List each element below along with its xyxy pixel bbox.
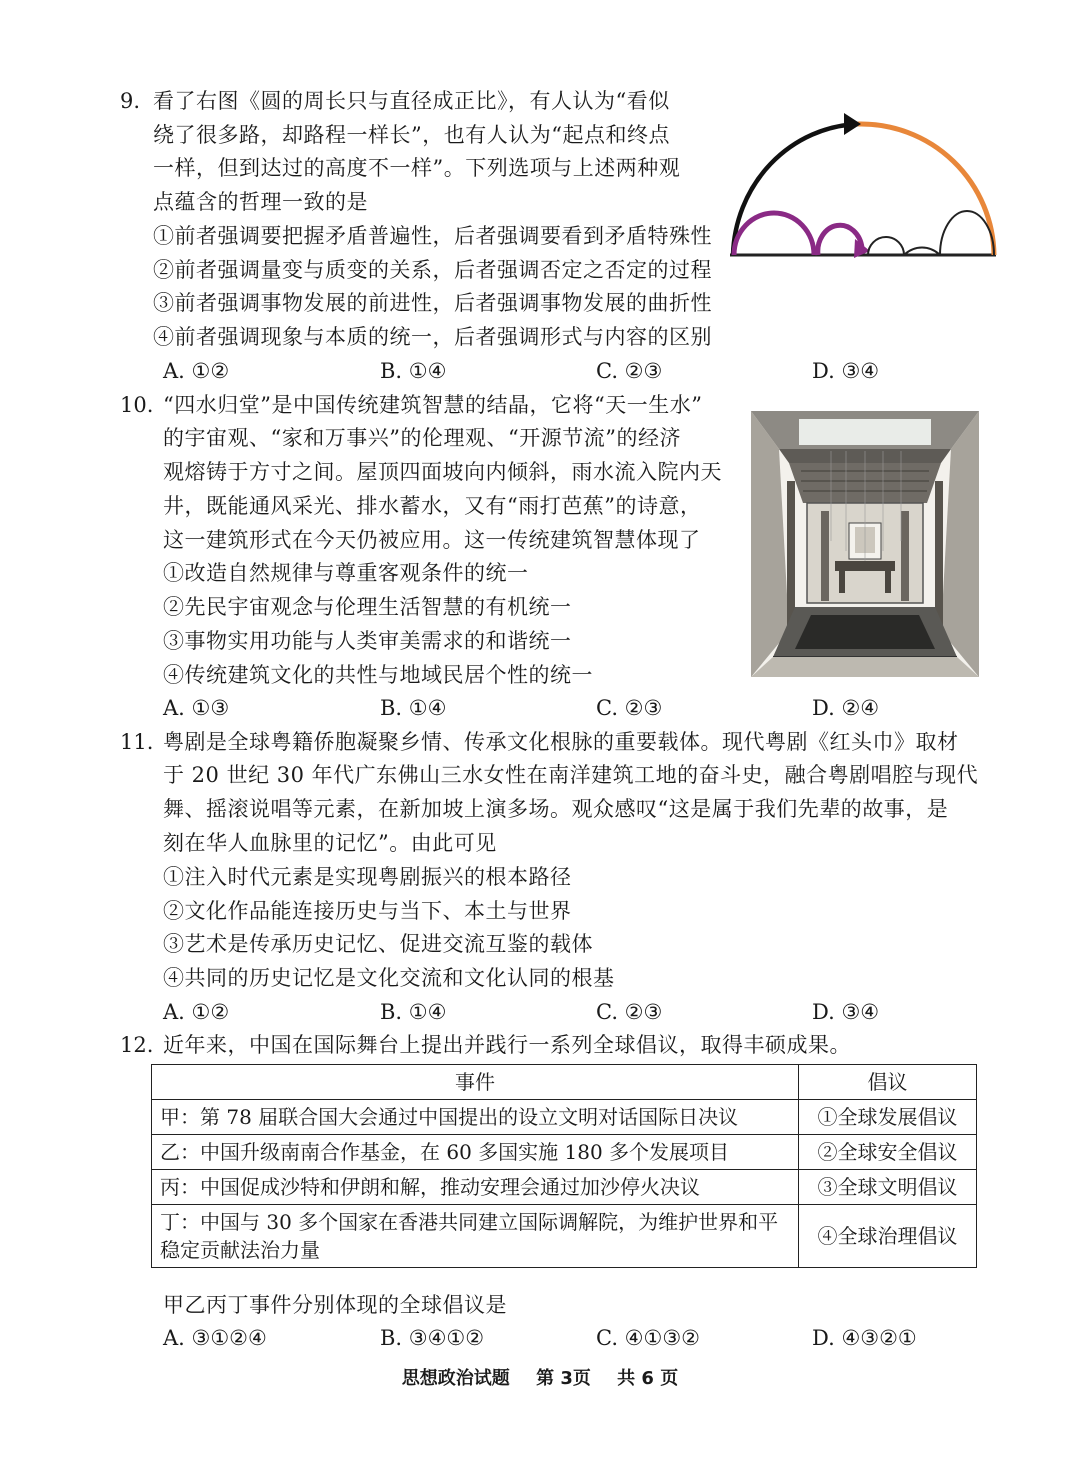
table-row <box>152 1170 977 1205</box>
q12-option-b: B. ③④①② <box>380 1326 485 1350</box>
large-arc-orange <box>858 124 994 255</box>
footer-page-number: 第 3页 <box>536 1368 591 1389</box>
q10-stem-line-2: 的宇宙观、“家和万事兴”的伦理观、“开源节流”的经济 <box>163 426 681 450</box>
q10-item-2: ②先民宇宙观念与伦理生活智慧的有机统一 <box>163 595 572 619</box>
q9-number: 9. <box>120 89 141 113</box>
q9-stem-line-4: 点蕴含的哲理一致的是 <box>153 190 368 214</box>
q10-item-1: ①改造自然规律与尊重客观条件的统一 <box>163 561 529 585</box>
q12-events-table <box>151 1064 977 1268</box>
table-header-event: 事件 <box>152 1065 799 1100</box>
q10-stem-line-1: “四水归堂”是中国传统建筑智慧的结晶，它将“天一生水” <box>163 393 703 417</box>
q12-stem-line: 近年来，中国在国际舞台上提出并践行一系列全球倡议，取得丰硕成果。 <box>163 1033 851 1057</box>
small-arc-black-1 <box>868 237 904 255</box>
q11-option-a: A. ①② <box>163 1000 230 1024</box>
q11-item-2: ②文化作品能连接历史与当下、本土与世界 <box>163 899 572 923</box>
q9-option-c: C. ②③ <box>596 359 663 383</box>
q9-option-b: B. ①④ <box>380 359 447 383</box>
small-arc-purple-1 <box>734 213 814 255</box>
table-row <box>152 1100 977 1135</box>
table-row <box>152 1205 977 1268</box>
arc-arrowhead-large <box>844 113 861 135</box>
table-cell-event: 乙：中国升级南南合作基金，在 60 多国实施 180 多个发展项目 <box>152 1135 799 1170</box>
q11-option-c: C. ②③ <box>596 1000 663 1024</box>
q9-stem-line-2: 绕了很多路，却路程一样长”，也有人认为“起点和终点 <box>153 123 670 147</box>
q10-option-a: A. ①③ <box>163 696 230 720</box>
table-row <box>152 1135 977 1170</box>
q10-stem-line-5: 这一建筑形式在今天仍被应用。这一传统建筑智慧体现了 <box>163 528 701 552</box>
q9-item-1: ①前者强调要把握矛盾普遍性，后者强调要看到矛盾特殊性 <box>153 224 712 248</box>
large-arc-black <box>733 124 858 255</box>
q12-option-c: C. ④①③② <box>596 1326 700 1350</box>
table-cell-event: 丙：中国促成沙特和伊朗和解，推动安理会通过加沙停火决议 <box>152 1170 799 1205</box>
q9-option-d: D. ③④ <box>812 359 880 383</box>
table-cell-initiative: ①全球发展倡议 <box>799 1100 977 1135</box>
q10-stem-line-4: 井，既能通风采光、排水蓄水，又有“雨打芭蕉”的诗意， <box>163 494 702 518</box>
q11-stem-line-2: 于 20 世纪 30 年代广东佛山三水女性在南洋建筑工地的奋斗史，融合粤剧唱腔与现代 <box>163 763 979 787</box>
q9-item-3: ③前者强调事物发展的前进性，后者强调事物发展的曲折性 <box>153 291 712 315</box>
table-cell-initiative: ④全球治理倡议 <box>799 1205 977 1268</box>
q10-number: 10. <box>120 393 154 417</box>
q11-item-4: ④共同的历史记忆是文化交流和文化认同的根基 <box>163 966 615 990</box>
q11-stem-line-1: 粤剧是全球粤籍侨胞凝聚乡情、传承文化根脉的重要载体。现代粤剧《红头巾》取材 <box>163 730 959 754</box>
q11-stem-line-3: 舞、摇滚说唱等元素，在新加坡上演多场。观众感叹“这是属于我们先辈的故事，是 <box>163 797 949 821</box>
q10-option-b: B. ①④ <box>380 696 447 720</box>
q9-stem-line-1: 看了右图《圆的周长只与直径成正比》，有人认为“看似 <box>153 89 670 113</box>
table-cell-event: 甲：第 78 届联合国大会通过中国提出的设立文明对话国际日决议 <box>152 1100 799 1135</box>
q11-stem-line-4: 刻在华人血脉里的记忆”。由此可见 <box>163 831 497 855</box>
q11-option-b: B. ①④ <box>380 1000 447 1024</box>
table-header-row <box>152 1065 977 1100</box>
q10-option-d: D. ②④ <box>812 696 880 720</box>
q9-item-2: ②前者强调量变与质变的关系，后者强调否定之否定的过程 <box>153 258 712 282</box>
q11-item-3: ③艺术是传承历史记忆、促进交流互鉴的载体 <box>163 932 593 956</box>
q12-option-d: D. ④③②① <box>812 1326 917 1350</box>
page-footer <box>0 1364 1080 1390</box>
footer-total-pages: 共 6 页 <box>617 1368 679 1389</box>
q12-number: 12. <box>120 1033 154 1057</box>
table-cell-initiative: ②全球安全倡议 <box>799 1135 977 1170</box>
footer-subject: 思想政治试题 <box>401 1368 510 1389</box>
table-cell-initiative: ③全球文明倡议 <box>799 1170 977 1205</box>
q9-stem-line-3: 一样，但到达过的高度不一样”。下列选项与上述两种观 <box>153 156 681 180</box>
q10-option-c: C. ②③ <box>596 696 663 720</box>
q9-item-4: ④前者强调现象与本质的统一，后者强调形式与内容的区别 <box>153 325 712 349</box>
q10-item-3: ③事物实用功能与人类审美需求的和谐统一 <box>163 629 572 653</box>
courtyard-illustration <box>751 411 979 677</box>
q11-number: 11. <box>120 730 154 754</box>
q9-arc-diagram <box>726 108 1006 268</box>
q9-option-a: A. ①② <box>163 359 230 383</box>
q12-option-a: A. ③①②④ <box>163 1326 267 1350</box>
table-header-initiative: 倡议 <box>799 1065 977 1100</box>
q12-question-stem: 甲乙丙丁事件分别体现的全球倡议是 <box>163 1293 507 1317</box>
q11-item-1: ①注入时代元素是实现粤剧振兴的根本路径 <box>163 865 572 889</box>
q11-option-d: D. ③④ <box>812 1000 880 1024</box>
q10-item-4: ④传统建筑文化的共性与地域民居个性的统一 <box>163 663 593 687</box>
table-cell-event: 丁：中国与 30 多个国家在香港共同建立国际调解院，为维护世界和平稳定贡献法治力量 <box>152 1205 799 1268</box>
q10-stem-line-3: 观熔铸于方寸之间。屋顶四面坡向内倾斜，雨水流入院内天 <box>163 460 722 484</box>
